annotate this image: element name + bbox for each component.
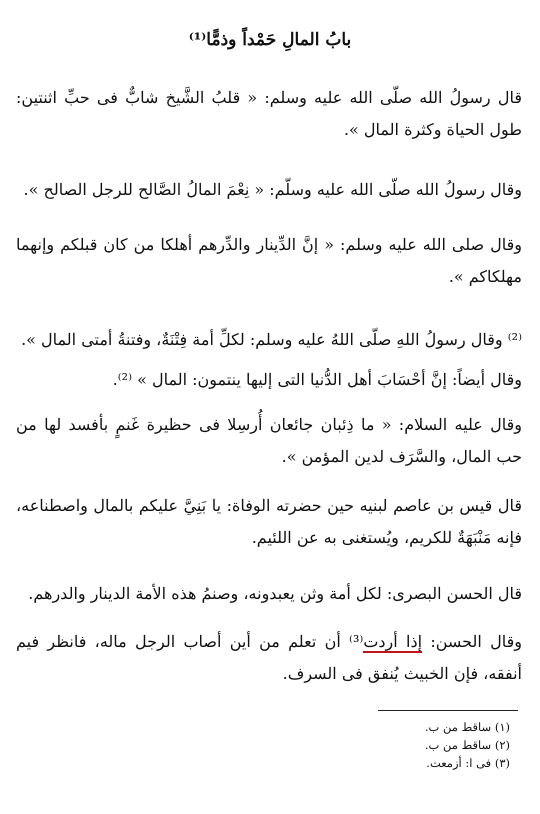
- footnote-1: (١) ساقط من ب.: [424, 720, 510, 734]
- footnotes: [210, 718, 510, 772]
- paragraph-2: وقال رسولُ الله صلّى الله عليه وسلّم: « نِعْمَ المالُ الصَّالح للرجل الصالح ».: [23, 180, 522, 199]
- paragraph-5: وقال أيضاً: إنَّ أحْسَابَ أهل الدُّنيا التى إليها ينتمون: المال » ⁽²⁾.: [112, 370, 522, 389]
- paragraph-9-rest: ⁽³⁾ أن تعلم من أين أصاب الرجل ماله، فانظر فيم أنفقه، فإن الخبيث يُنفق فى السرف.: [16, 632, 522, 683]
- paragraph-9: [16, 626, 522, 690]
- paragraph-4: ⁽²⁾ وقال رسولُ اللهِ صلّى اللهُ عليه وسلم: لكلِّ أمة فِتْنَةٌ، وفتنةُ أمتى المال ».: [21, 330, 522, 349]
- footnote-3: (٣) فى ا: أزمعت.: [426, 756, 510, 770]
- footnote-divider: [378, 710, 518, 711]
- paragraph-8: قال الحسن البصرى: لكل أمة وثن يعبدونه، وصنمُ هذه الأمة الدينار والدرهم.: [28, 584, 522, 603]
- paragraph-3: وقال صلى الله عليه وسلم: « إنَّ الدِّينار والدِّرهم أهلكا من كان قبلكم وإنهما مهلكاكم ».: [16, 235, 522, 286]
- paragraph-7: قال قيس بن عاصم لبنيه حين حضرته الوفاة: يا بَنِيَّ عليكم بالمال واصطناعه، فإنه مَنْبَهَةٌ للكريم، ويُستغنى به عن اللئيم.: [16, 496, 522, 547]
- highlighted-phrase: إذا أردت: [363, 632, 423, 651]
- paragraph-9-lead: وقال الحسن:: [422, 632, 522, 651]
- chapter-title: بابُ المالِ حَمْداً وذمًّا⁽¹⁾: [188, 30, 352, 50]
- paragraph-6: وقال عليه السلام: « ما ذِئبان جائعان أُرسِلا فى حظيرة غَنمٍ بأفسد لها من حب المال، والسَّرَف لدين المؤمن ».: [16, 415, 522, 466]
- footnote-2: (٢) ساقط من ب.: [424, 738, 510, 752]
- paragraph-1: قال رسولُ الله صلّى الله عليه وسلم: « قلبُ الشَّيخ شابٌّ فى حبِّ اثنتين: طول الحياة وكثرة المال ».: [16, 88, 522, 139]
